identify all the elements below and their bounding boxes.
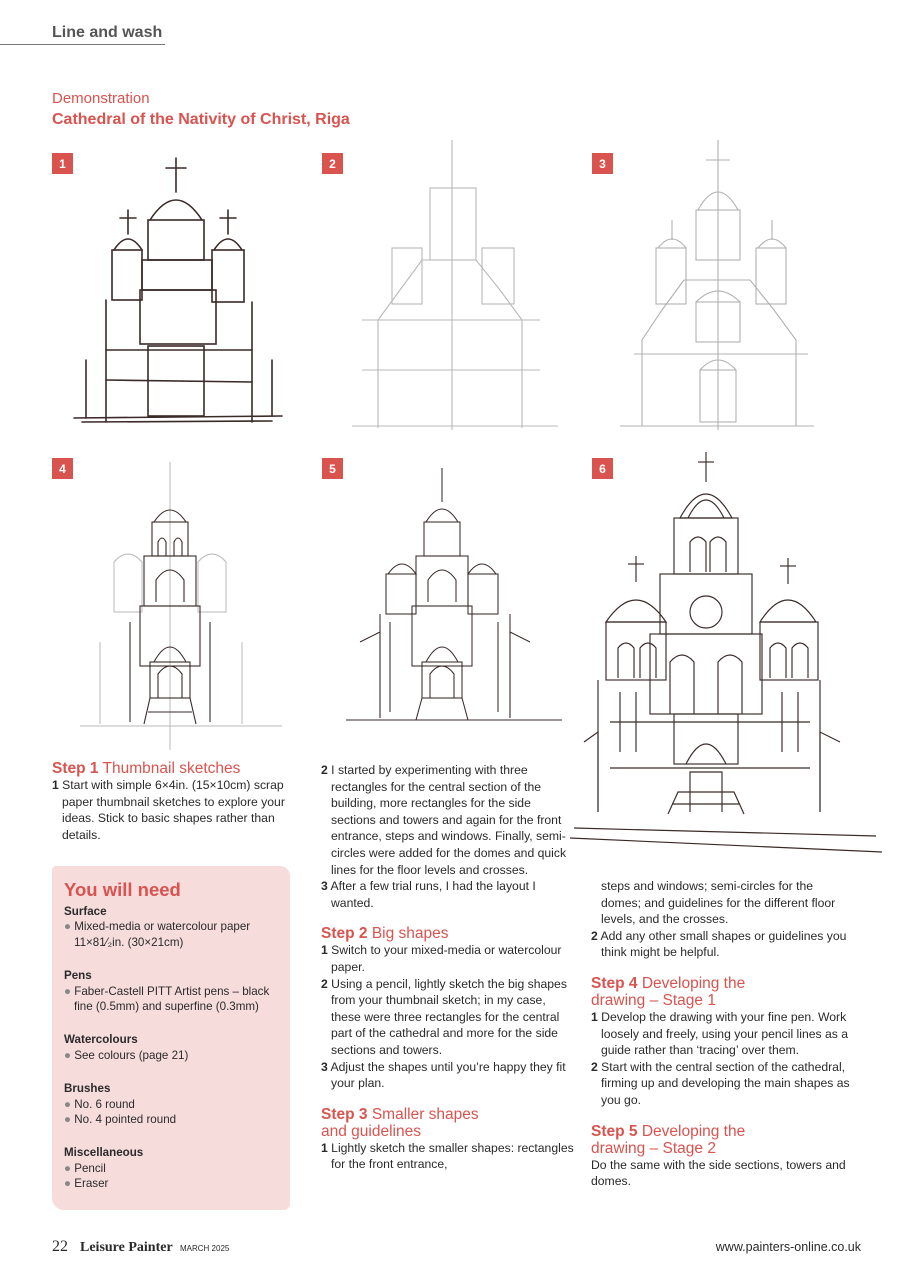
sketch-5-side-sections xyxy=(340,462,570,734)
surface-label: Surface xyxy=(64,905,107,918)
demo-label: Demonstration xyxy=(52,90,150,107)
you-will-need-title: You will need xyxy=(64,879,181,900)
sketch-2-big-shapes xyxy=(322,140,572,435)
step1-block xyxy=(52,760,300,843)
column-3 xyxy=(591,878,853,1190)
step1-para1: 1 Start with simple 6×4in. (15×10cm) scrap paper thumbnail sketches to explore your ideas. Stick to basic shapes rather than details. xyxy=(52,778,285,842)
step5-heading: Step 5 Developing the drawing – Stage 2 xyxy=(591,1122,746,1157)
step2-para3: 3 Adjust the shapes until you’re happy they fit your plan. xyxy=(321,1059,566,1091)
panel-badge-4: 4 xyxy=(52,458,73,479)
column-2 xyxy=(321,762,577,1173)
step4-heading: Step 4 Developing the drawing – Stage 1 xyxy=(591,974,746,1009)
panel-badge-5: 5 xyxy=(322,458,343,479)
step1-para2: 2 I started by experimenting with three rectangles for the central section of the building, more rectangles for the side sections and towers and again for the front entrance, steps and windows. Finally, semi-circles were added for the domes and quick lines for the floor levels and crosses. xyxy=(321,763,567,877)
sketch-1-thumbnail xyxy=(62,150,292,430)
panel-badge-3: 3 xyxy=(592,153,613,174)
panel-badge-2: 2 xyxy=(322,153,343,174)
step2-para1: 1 Switch to your mixed-media or watercolour paper. xyxy=(321,943,562,974)
step3-para1: 1 Lightly sketch the smaller shapes: rectangles for the front entrance, xyxy=(321,1140,574,1172)
misc-item-2: ● Eraser xyxy=(64,1177,109,1191)
section-rule xyxy=(0,44,165,45)
sketch-4-central-ink xyxy=(70,462,290,752)
website-url: www.painters-online.co.uk xyxy=(715,1240,861,1254)
sketch-3-guidelines xyxy=(600,140,830,435)
step2-para2: 2 Using a pencil, lightly sketch the big shapes from your thumbnail sketch; in my case, these were three rectangles for the central part of the cathedral and more for the side sections and towers. xyxy=(321,976,567,1057)
step1-heading: Step 1 Thumbnail sketches xyxy=(52,760,241,777)
step4-para2: 2 Start with the central section of the cathedral, firming up and developing the main shapes as you go. xyxy=(591,1059,850,1107)
step3-heading: Step 3 Smaller shapes and guidelines xyxy=(321,1105,479,1140)
surface-item: ● Mixed-media or watercolour paper 11×81⁄₂in. (30×21cm) xyxy=(64,920,251,949)
panel-badge-6: 6 xyxy=(592,458,613,479)
misc-item-1: ● Pencil xyxy=(64,1161,106,1175)
brushes-item-2: ● No. 4 pointed round xyxy=(64,1113,177,1127)
issue-date: MARCH 2025 xyxy=(180,1244,230,1253)
step4-para1: 1 Develop the drawing with your fine pen. Work loosely and freely, using your pencil lines as a guide rather than ‘tracing’ over them. xyxy=(591,1009,849,1058)
step3-para2: 2 Add any other small shapes or guidelines you think might be helpful. xyxy=(591,928,847,960)
magazine-name: Leisure Painter xyxy=(80,1240,173,1255)
panel-badge-1: 1 xyxy=(52,153,73,174)
step3-continued: steps and windows; semi-circles for the domes; and guidelines for the different floor levels, and the crosses. xyxy=(601,879,836,927)
step2-heading: Step 2 Big shapes xyxy=(321,925,449,943)
sketch-6-final-drawing xyxy=(570,452,886,857)
pens-label: Pens xyxy=(64,969,92,983)
brushes-item-1: ● No. 6 round xyxy=(64,1097,135,1111)
watercolours-label: Watercolours xyxy=(64,1033,138,1047)
misc-label: Miscellaneous xyxy=(64,1146,144,1160)
page-number: 22 xyxy=(52,1238,68,1255)
step5-text: Do the same with the side sections, towers and domes. xyxy=(591,1157,846,1189)
watercolours-item: ● See colours (page 21) xyxy=(64,1048,189,1062)
materials-list xyxy=(64,904,284,1192)
pens-item: ● Faber-Castell PITT Artist pens – black fine (0.5mm) and superfine (0.3mm) xyxy=(64,984,270,1014)
section-tag: Line and wash xyxy=(52,24,163,41)
step1-para3: 3 After a few trial runs, I had the layout I wanted. xyxy=(321,879,536,910)
demo-title: Cathedral of the Nativity of Christ, Riga xyxy=(52,111,350,128)
brushes-label: Brushes xyxy=(64,1082,111,1096)
